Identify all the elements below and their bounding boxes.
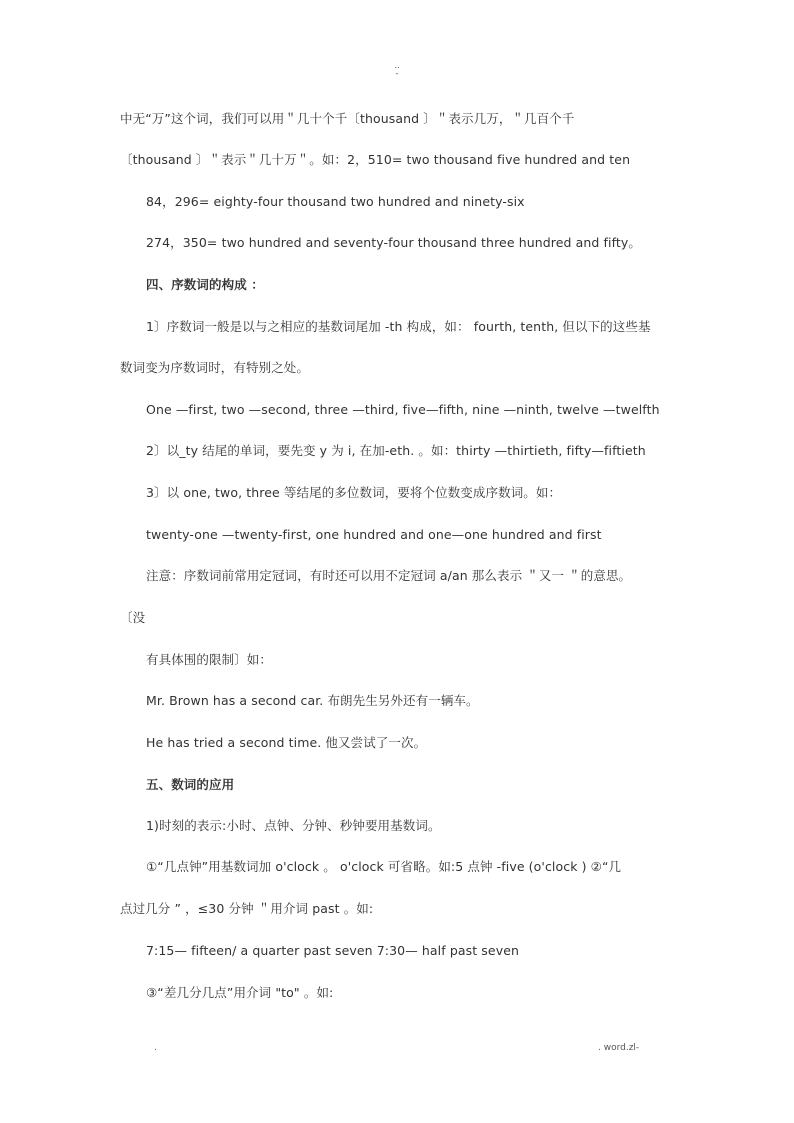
text-line: He has tried a second time. 他又尝试了一次。: [146, 735, 427, 750]
text-line: 〔没: [120, 610, 146, 625]
text-line: ①“几点钟”用基数词加 o'clock 。 o'clock 可省略。如:5 点钟 -five (o'clock ) ②“几: [146, 859, 622, 874]
header-dots: ..: [394, 61, 400, 70]
footer-left: .: [154, 1043, 157, 1053]
text-line: 〔thousand 〕＂表示＂几十万＂。如：2，510= two thousand five hundred and ten: [120, 152, 631, 167]
section-heading: 五、数词的应用: [146, 777, 235, 792]
text-line: 7:15— fifteen/ a quarter past seven 7:30— half past seven: [146, 943, 520, 958]
text-line: One —first, two —second, three —third, five—fifth, nine —ninth, twelve —twelfth: [146, 402, 660, 417]
text-line: Mr. Brown has a second car. 布朗先生另外还有一辆车。: [146, 693, 479, 708]
page-header: [0, 62, 794, 78]
text-line: 1〕序数词一般是以与之相应的基数词尾加 -th 构成，如： fourth, tenth, 但以下的这些基: [146, 319, 651, 334]
text-line: 注意：序数词前常用定冠词，有时还可以用不定冠词 a/an 那么表示 ＂又一 ＂的意思。: [146, 568, 632, 583]
text-line: 中无“万”这个词，我们可以用＂几十个千〔thousand 〕＂表示几万，＂几百个千: [120, 111, 575, 126]
text-line: 点过几分 ” ，≤30 分钟 ＂用介词 past 。如:: [120, 901, 374, 916]
text-line: 84，296= eighty-four thousand two hundred and ninety-six: [146, 194, 525, 209]
text-line: 数词变为序数词时，有特别之处。: [120, 360, 310, 375]
header-dash: -: [395, 69, 399, 78]
text-line: 3〕以 one, two, three 等结尾的多位数词，要将个位数变成序数词。如：: [146, 485, 562, 500]
text-line: twenty-one —twenty-first, one hundred and one—one hundred and first: [146, 527, 602, 542]
footer-right: . word.zl-: [598, 1043, 640, 1053]
text-line: 2〕以_ty 结尾的单词，要先变 y 为 i, 在加-eth. 。如：thirty —thirtieth, fifty—fiftieth: [146, 443, 646, 458]
text-line: 1)时刻的表示:小时、点钟、分钟、秒钟要用基数词。: [146, 818, 441, 833]
text-line: 有具体围的限制〕如：: [146, 652, 273, 667]
section-heading: 四、序数词的构成 ：: [146, 277, 264, 292]
text-line: 274，350= two hundred and seventy-four thousand three hundred and fifty。: [146, 235, 641, 250]
text-line: ③“差几分几点”用介词 "to" 。如:: [146, 985, 334, 1000]
